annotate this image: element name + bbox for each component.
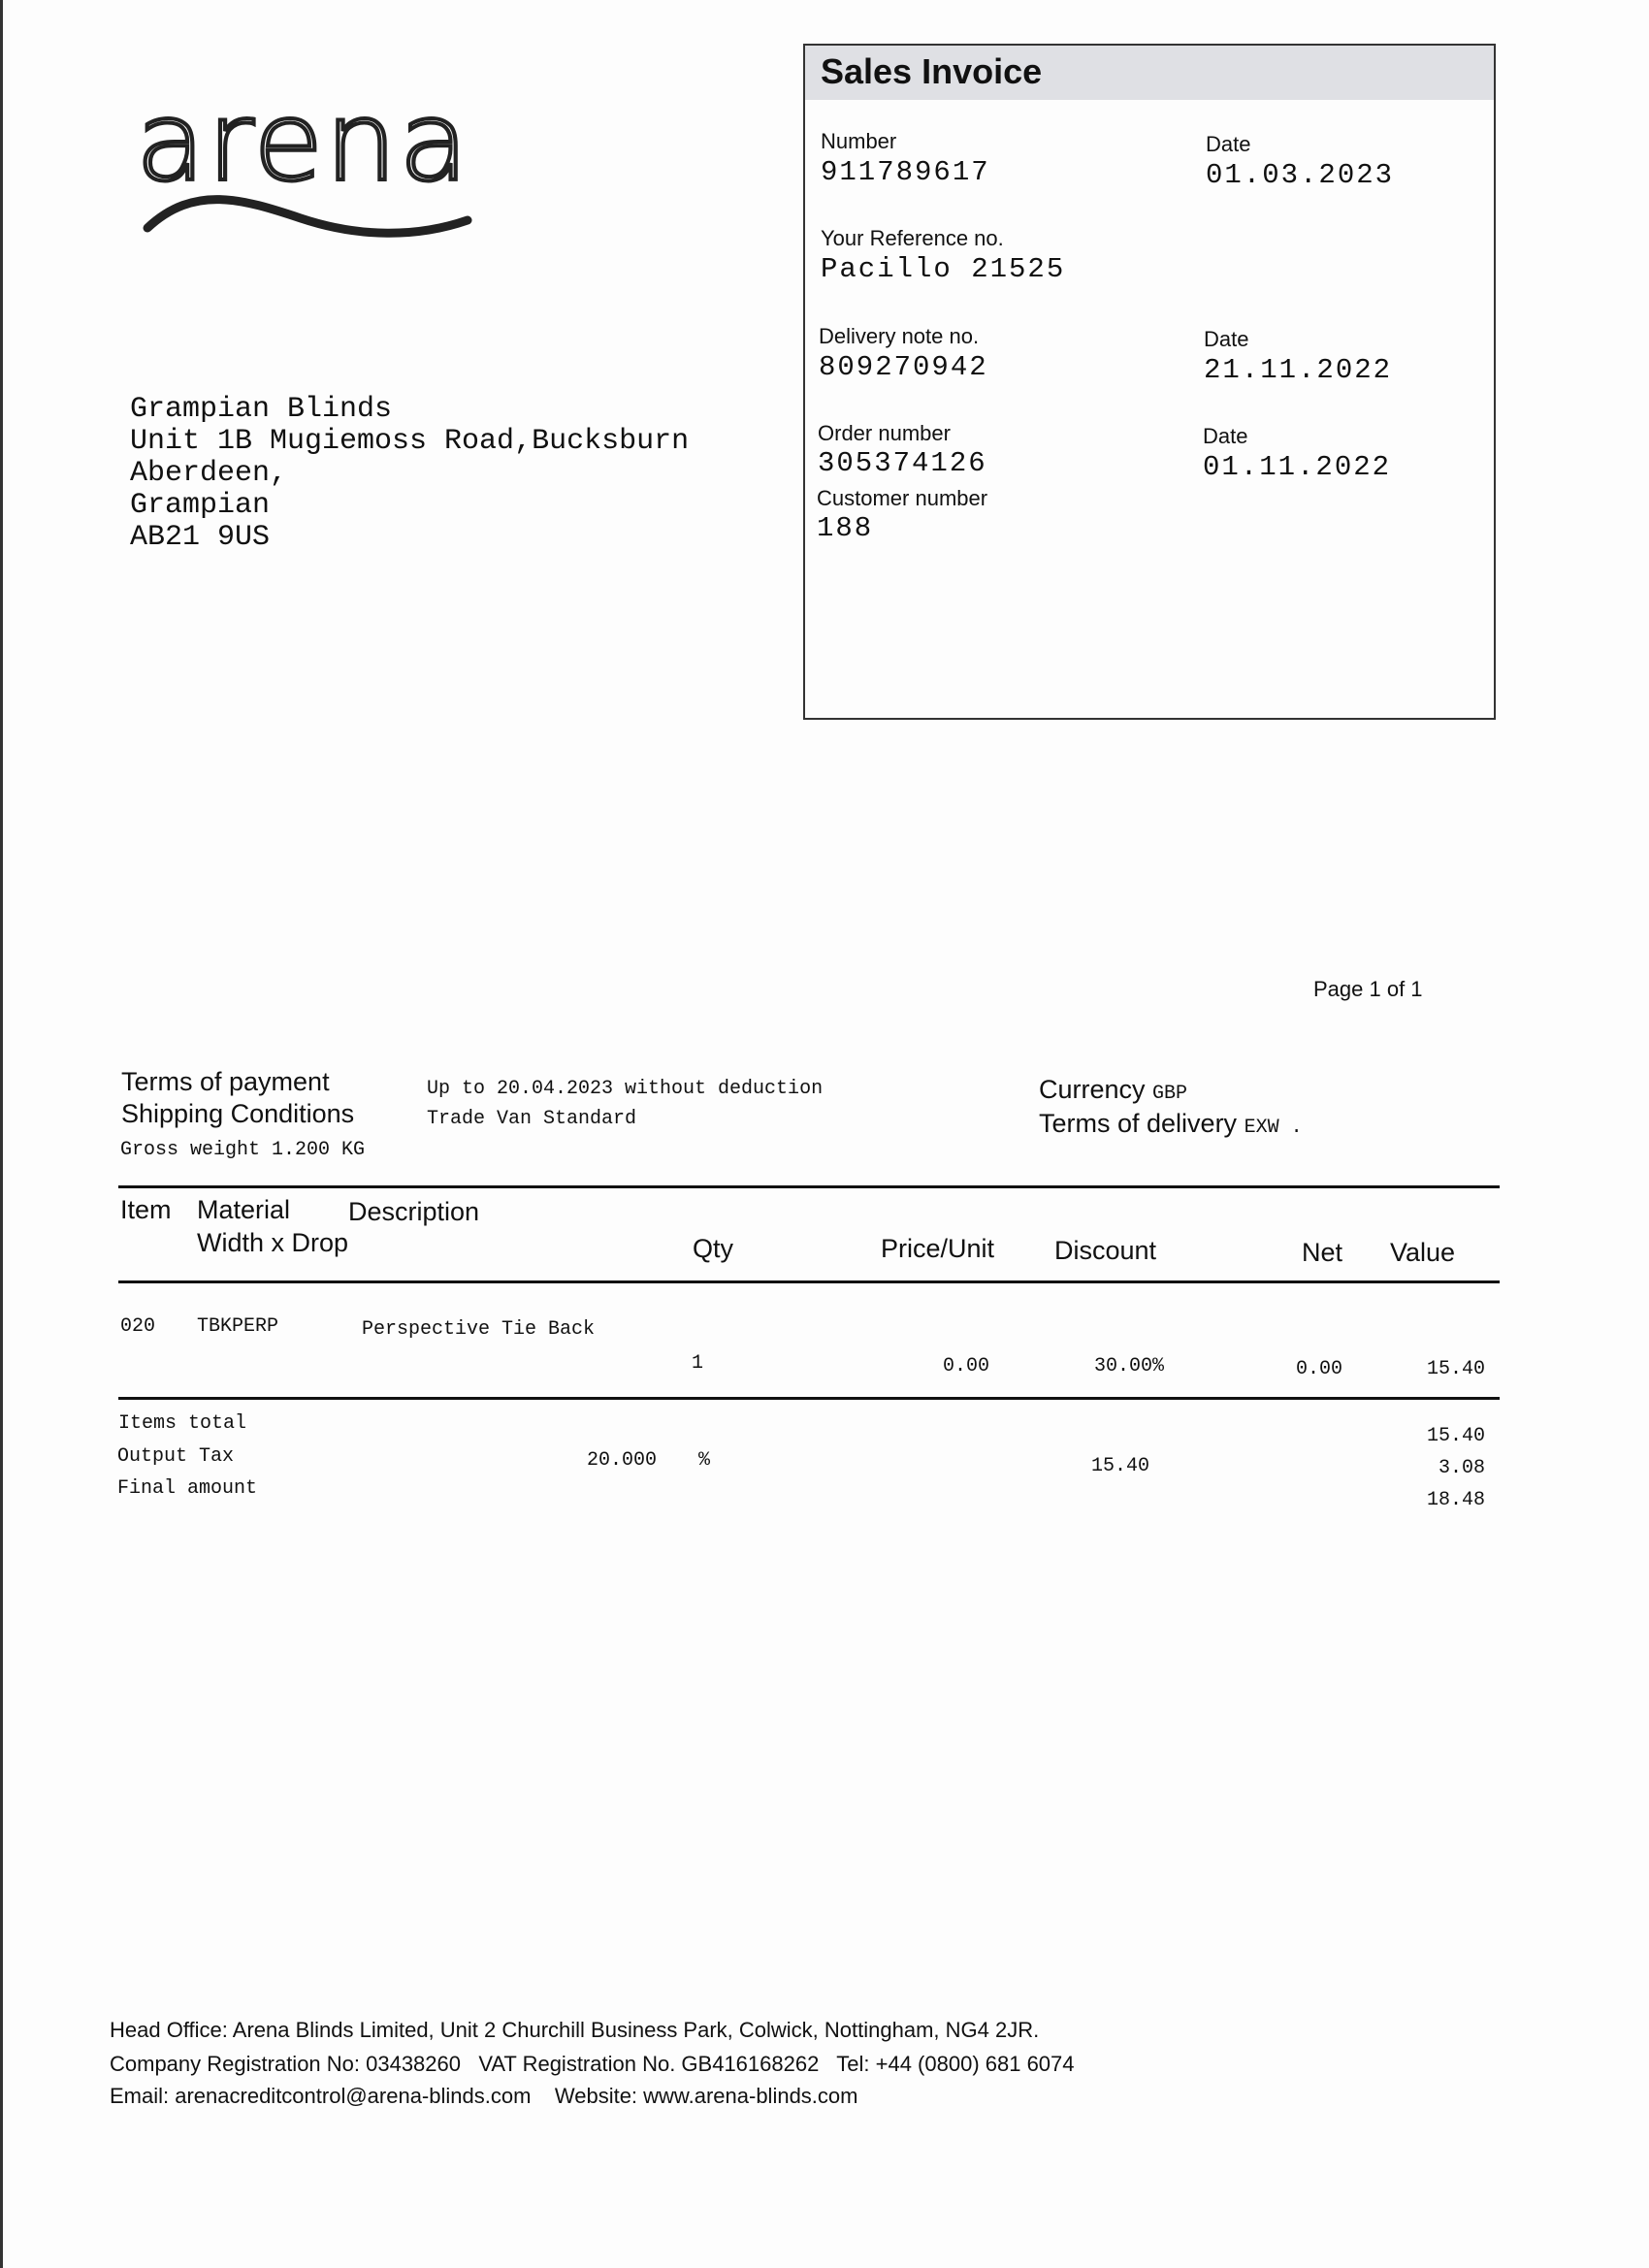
invoice-number: 911789617 bbox=[821, 156, 990, 188]
row-net: 0.00 bbox=[1295, 1358, 1342, 1380]
header-discount: Discount bbox=[1054, 1236, 1157, 1265]
header-description: Description bbox=[348, 1197, 480, 1226]
final-amount-label: Final amount bbox=[117, 1477, 258, 1500]
header-net: Net bbox=[1302, 1238, 1343, 1267]
delivery-note-number: 809270942 bbox=[819, 351, 988, 383]
delivery-date-label: Date bbox=[1204, 327, 1249, 351]
terms-of-payment-value: Up to 20.04.2023 without deduction bbox=[427, 1078, 824, 1100]
row-item: 020 bbox=[120, 1315, 156, 1338]
header-width-drop: Width x Drop bbox=[197, 1228, 349, 1257]
footer-registration: Company Registration No: 03438260 VAT Registration No. GB416168262 Tel: +44 (0800) 681 6074 bbox=[110, 2052, 1075, 2076]
page-indicator: Page 1 of 1 bbox=[1313, 977, 1423, 1001]
customer-address bbox=[130, 394, 689, 554]
currency-value: GBP bbox=[1152, 1083, 1188, 1105]
terms-of-delivery bbox=[1039, 1109, 1303, 1139]
currency-label: Currency bbox=[1039, 1075, 1146, 1104]
currency bbox=[1039, 1075, 1187, 1105]
scan-edge bbox=[0, 0, 3, 2268]
sales-invoice-box bbox=[803, 44, 1496, 720]
delivery-note-label: Delivery note no. bbox=[819, 324, 980, 348]
order-date-label: Date bbox=[1203, 424, 1248, 448]
row-value: 15.40 bbox=[1426, 1358, 1485, 1380]
customer-number-label: Customer number bbox=[817, 486, 988, 510]
shipping-conditions-value: Trade Van Standard bbox=[427, 1108, 637, 1130]
gross-weight: Gross weight 1.200 KG bbox=[120, 1139, 366, 1161]
address-line: Unit 1B Mugiemoss Road,Bucksburn bbox=[130, 425, 690, 458]
terms-of-delivery-label: Terms of delivery bbox=[1039, 1109, 1238, 1138]
tax-amount: 3.08 bbox=[1438, 1457, 1485, 1479]
shipping-conditions-label: Shipping Conditions bbox=[121, 1099, 355, 1128]
invoice-date-label: Date bbox=[1206, 132, 1251, 156]
header-qty: Qty bbox=[693, 1234, 734, 1263]
address-line: Grampian bbox=[130, 489, 271, 522]
order-number: 305374126 bbox=[818, 447, 987, 479]
tax-base: 15.40 bbox=[1090, 1455, 1149, 1477]
tax-percent-sign: % bbox=[698, 1449, 711, 1472]
svg-text:arena: arena bbox=[136, 92, 470, 206]
items-total-value: 15.40 bbox=[1426, 1425, 1485, 1447]
divider bbox=[118, 1185, 1500, 1188]
footer-contact: Email: arenacreditcontrol@arena-blinds.com Website: www.arena-blinds.com bbox=[110, 2084, 858, 2108]
items-total-label: Items total bbox=[118, 1412, 247, 1435]
tax-rate: 20.000 bbox=[586, 1449, 657, 1472]
divider bbox=[118, 1280, 1500, 1283]
output-tax-label: Output Tax bbox=[117, 1445, 235, 1468]
row-material: TBKPERP bbox=[197, 1315, 279, 1338]
header-price-unit: Price/Unit bbox=[881, 1234, 995, 1263]
row-price-unit: 0.00 bbox=[942, 1355, 989, 1377]
reference-label: Your Reference no. bbox=[821, 226, 1004, 250]
invoice-title: Sales Invoice bbox=[821, 51, 1043, 91]
final-amount-value: 18.48 bbox=[1426, 1489, 1485, 1511]
arena-logo bbox=[136, 92, 475, 243]
row-discount: 30.00% bbox=[1093, 1355, 1164, 1377]
number-label: Number bbox=[821, 129, 897, 153]
order-number-label: Order number bbox=[818, 421, 951, 445]
delivery-date: 21.11.2022 bbox=[1204, 354, 1393, 386]
terms-of-payment-label: Terms of payment bbox=[121, 1067, 330, 1096]
address-line: AB21 9US bbox=[130, 521, 271, 554]
header-value: Value bbox=[1390, 1238, 1456, 1267]
reference-value: Pacillo 21525 bbox=[821, 253, 1066, 285]
footer-head-office: Head Office: Arena Blinds Limited, Unit 2 Churchill Business Park, Colwick, Nottingham, NG4 2JR. bbox=[110, 2018, 1040, 2042]
invoice-date: 01.03.2023 bbox=[1206, 159, 1395, 191]
header-material: Material bbox=[197, 1195, 291, 1224]
row-description: Perspective Tie Back bbox=[362, 1318, 596, 1341]
address-line: Aberdeen, bbox=[130, 457, 288, 490]
order-date: 01.11.2022 bbox=[1203, 451, 1392, 483]
divider bbox=[118, 1397, 1500, 1400]
address-line: Grampian Blinds bbox=[130, 393, 393, 426]
terms-of-delivery-value: EXW . bbox=[1244, 1117, 1303, 1139]
customer-number: 188 bbox=[817, 512, 874, 544]
header-item: Item bbox=[120, 1195, 172, 1224]
row-qty: 1 bbox=[692, 1352, 704, 1375]
